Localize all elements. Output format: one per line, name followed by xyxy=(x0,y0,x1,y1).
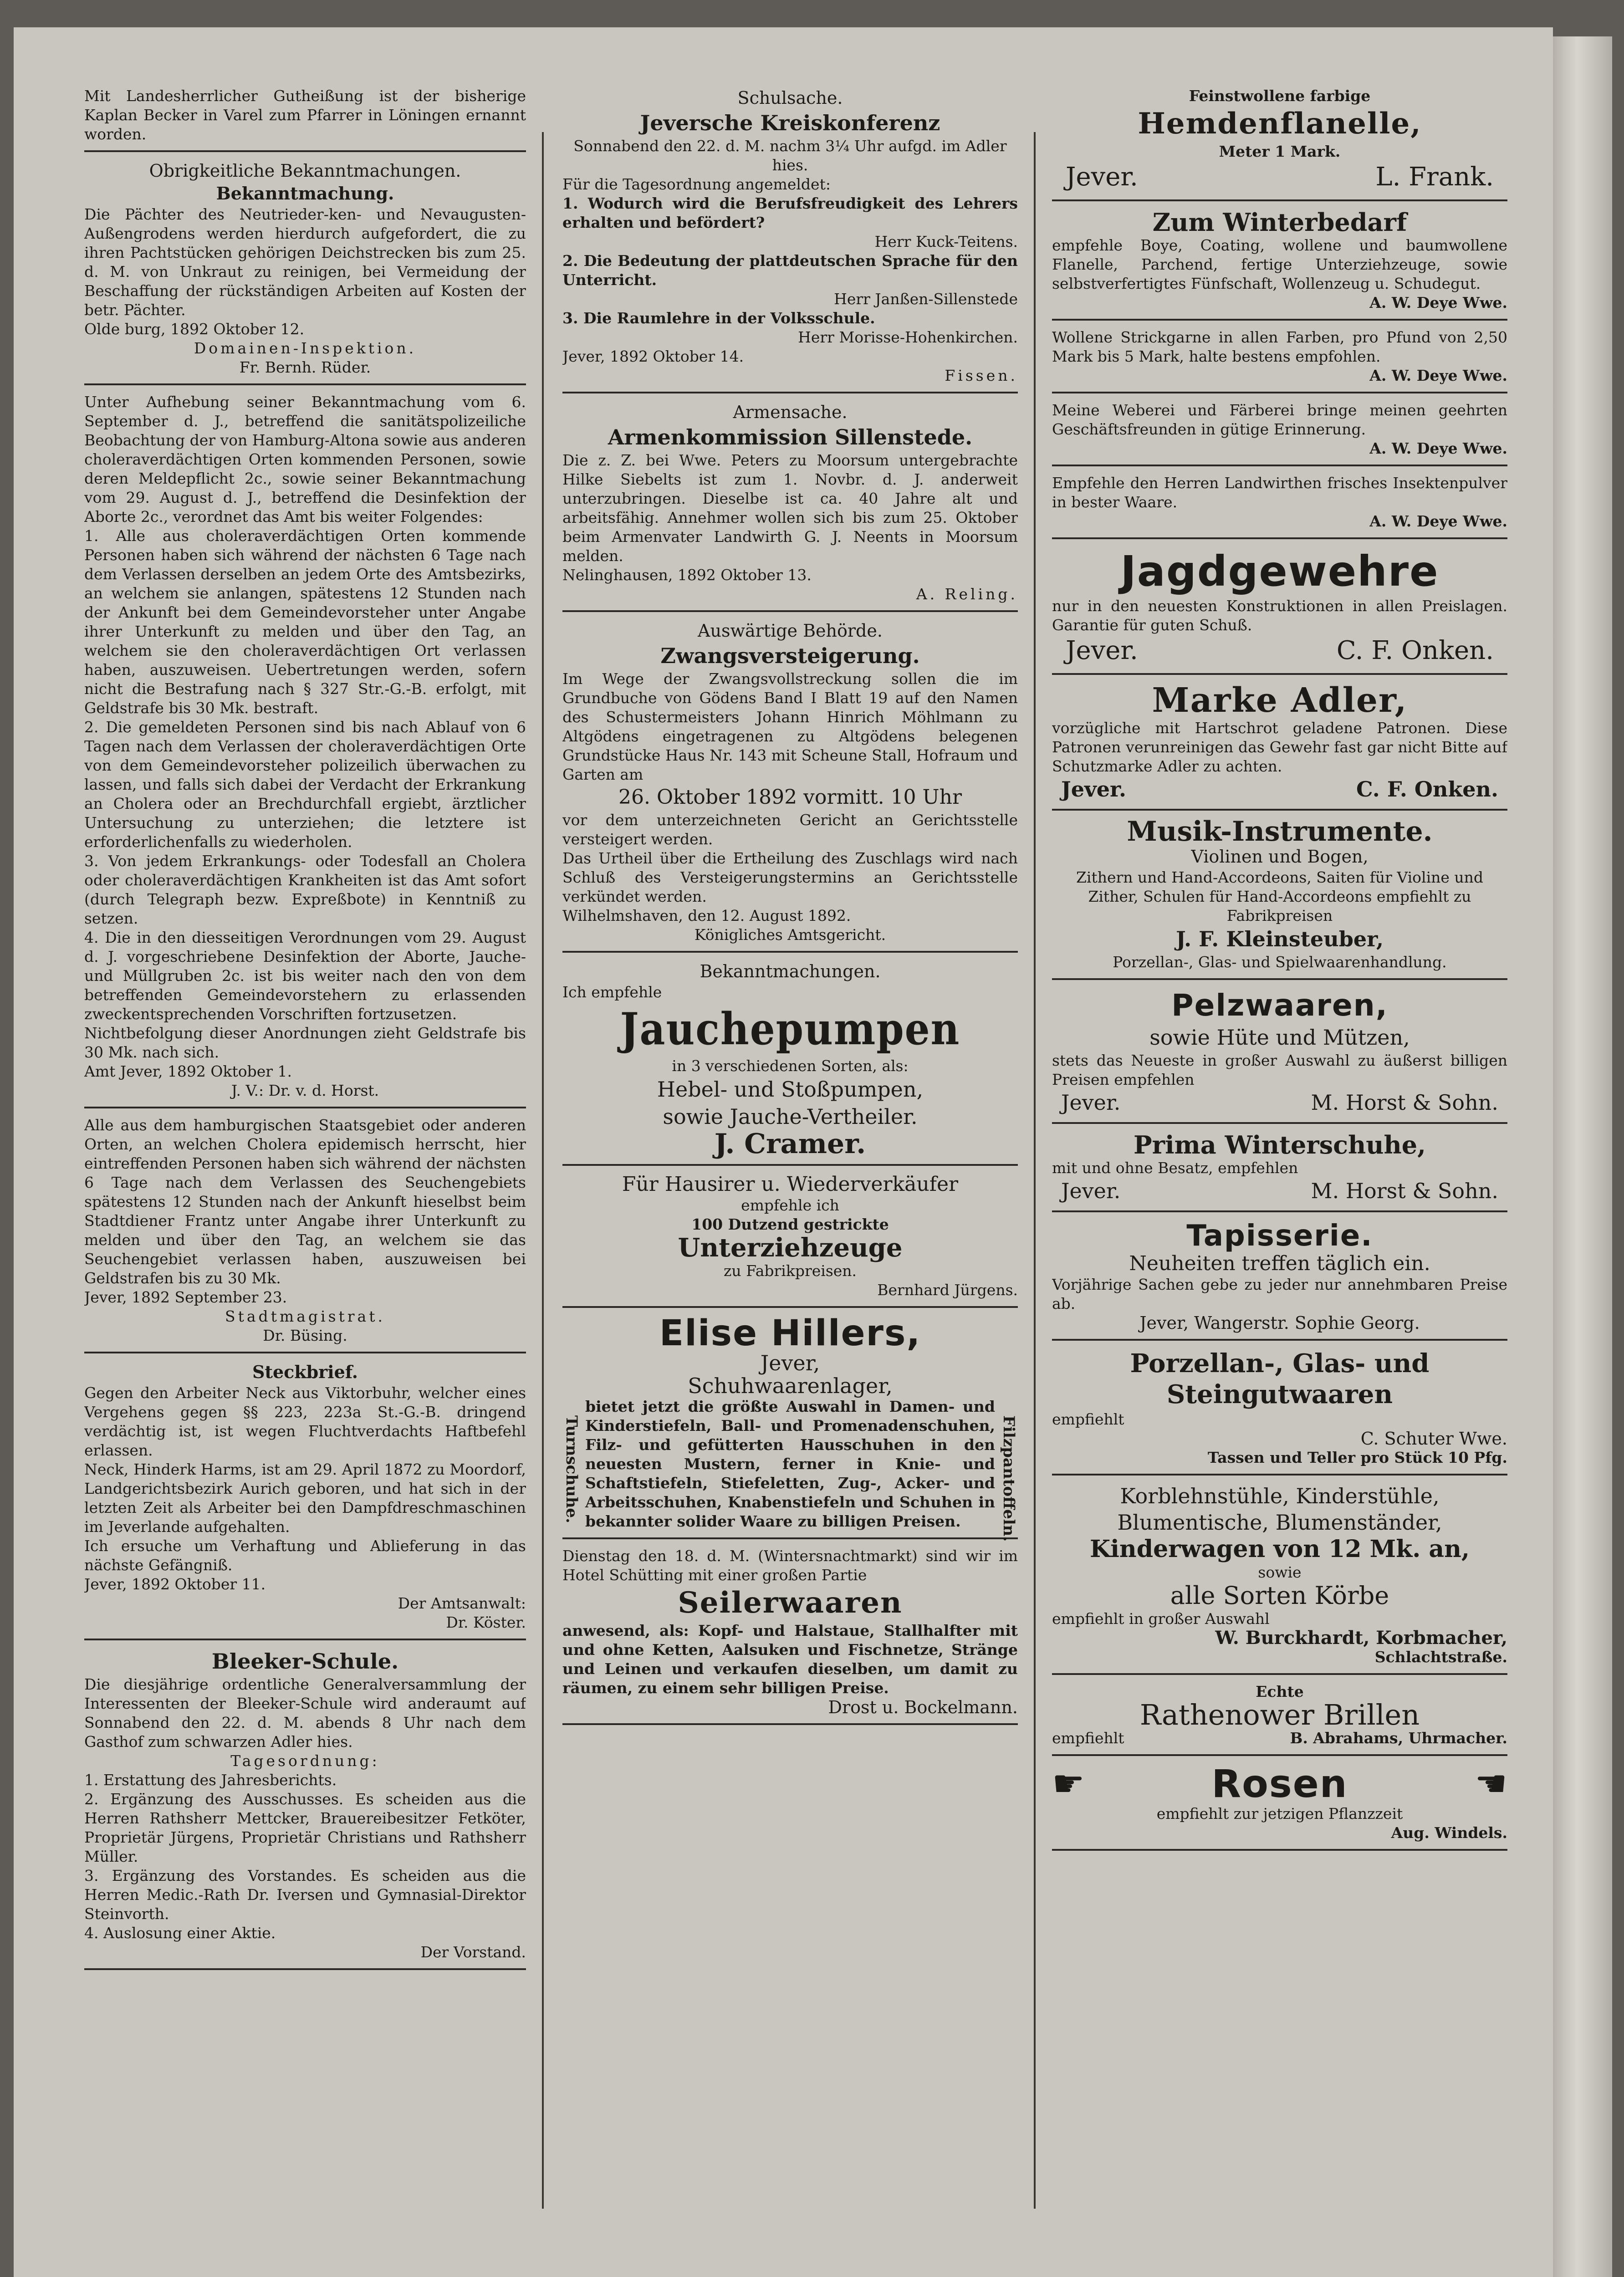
ad-title: Rathenower Brillen xyxy=(1139,1698,1420,1731)
ad-place: Jever. xyxy=(1061,1179,1121,1203)
notice-appointment xyxy=(84,87,526,152)
notice-paragraph: 3. Von jedem Erkrankungs- oder Todesfall an Cholera oder choleraverdächtigen Krankheiten ist das Amt sofort (durch Telegraph bezw. Expreßbote) in Kenntniß zu setzen. xyxy=(84,852,526,927)
notice-paragraph: Gegen den Arbeiter Neck aus Viktorbuhr, welcher eines Vergehens gegen §§ 223, 223a St.-G.-B. dringend verdächtig ist, ist wegen Fluchtverdachts Haftbefehl erlassen. xyxy=(84,1384,526,1459)
notice-dike xyxy=(84,182,526,385)
ad-text: Meine Weberei und Färberei bringe meinen geehrten Geschäftsfreunden in gütige Erinnerung. xyxy=(1052,401,1507,438)
ad-name: M. Horst & Sohn. xyxy=(1311,1090,1498,1115)
ad-price: Meter 1 Mark. xyxy=(1219,143,1341,160)
ad-intro: empfiehlt xyxy=(1052,1410,1124,1428)
agenda-speaker: Herr Morisse-Hohenkirchen. xyxy=(798,328,1018,346)
ad-jauchepumpen xyxy=(562,983,1018,1166)
ad-text: Porzellan-, Glas- und Spielwaarenhandlung. xyxy=(1113,953,1447,971)
ad-intro: empfiehlt xyxy=(1052,1729,1124,1747)
ad-rosen xyxy=(1052,1763,1507,1851)
section-heading-official: Obrigkeitliche Bekanntmachungen. xyxy=(149,161,461,181)
column-right xyxy=(1052,87,1507,2218)
notice-title: Steckbrief. xyxy=(252,1362,358,1382)
ad-musik-instrumente xyxy=(1052,818,1507,980)
notice-bleeker-school xyxy=(84,1648,526,1970)
agenda-item: 1. Wodurch wird die Berufsfreudigkeit des Lehrers erhalten und befördert? xyxy=(562,194,1018,231)
ad-place: Jever. xyxy=(1061,777,1127,802)
notice-office: Der Amtsanwalt: xyxy=(398,1594,526,1612)
ad-name: A. W. Deye Wwe. xyxy=(1369,512,1507,530)
notice-date: Jever, 1892 Oktober 11. xyxy=(84,1575,266,1593)
ad-intro: Echte xyxy=(1256,1683,1304,1700)
ad-brillen xyxy=(1052,1682,1507,1756)
ad-text: Wollene Strickgarne in allen Farben, pro Pfund von 2,50 Mark bis 5 Mark, halte bestens empfohlen. xyxy=(1052,328,1507,365)
notice-signature: Dr. Köster. xyxy=(446,1613,526,1631)
notice-title: Bleeker-Schule. xyxy=(211,1649,399,1674)
notice-title: Armenkommission Sillenstede. xyxy=(608,425,973,449)
column-middle xyxy=(562,87,1018,2218)
notice-date: Olde burg, 1892 Oktober 12. xyxy=(84,320,305,338)
notice-paragraph: 1. Alle aus choleraverdächtigen Orten kommende Personen haben sich während der nächsten 6 Tage nach dem Verlassen derselben an jedem Orte des Amtsbezirks, an welchem sie anlangen, spätestens 12 Stunden nach der Ankunft bei dem Gemeindevorsteher unter Angabe ihrer Unterkunft zu melden und über den Tag, an welchem sie den choleraverdächtigen Ort verlassen haben, auszuweisen. Uebertretungen werden, sofern nicht die Bestrafung nach § 327 Str.-G.-B. erfolgt, mit Geldstrafe bis 30 Mk. bestraft. xyxy=(84,527,526,717)
ad-name: A. W. Deye Wwe. xyxy=(1369,367,1507,384)
ad-text: stets das Neueste in großer Auswahl zu äußerst billigen Preisen empfehlen xyxy=(1052,1052,1507,1088)
agenda-item: 4. Auslosung einer Aktie. xyxy=(84,1924,276,1942)
notice-text: Unter Aufhebung seiner Bekanntmachung vom 6. September d. J., betreffend die sanitätspolizeiliche Beobachtung der von Hamburg-Altona sowie aus anderen choleraverdächtigen Orten kommenden Personen, sowie deren Meldepflicht 2c., sowie seiner Bekanntmachung vom 29. August d. J., betreffend die Desinfektion der Aborte 2c., verordnet das Amt bis weiter Folgendes: xyxy=(84,393,526,526)
ad-korbwaaren xyxy=(1052,1483,1507,1675)
notice-signature: A. Reling. xyxy=(916,585,1018,603)
ad-name: A. W. Deye Wwe. xyxy=(1369,439,1507,457)
ad-title: Für Hausirer u. Wiederverkäufer xyxy=(622,1173,959,1196)
notice-date: Nelinghausen, 1892 Oktober 13. xyxy=(562,566,812,584)
ad-line: 100 Dutzend gestrickte xyxy=(691,1215,889,1233)
ad-name: C. F. Onken. xyxy=(1336,636,1494,665)
ad-title: Marke Adler, xyxy=(1152,681,1408,720)
ad-line: empfehle ich xyxy=(741,1196,839,1214)
section-heading: Auswärtige Behörde. xyxy=(698,621,883,641)
ad-name: C. Schuter Wwe. xyxy=(1360,1429,1507,1449)
ad-text: empfehle Boye, Coating, wollene und baumwollene Flanelle, Parchend, fertige Unterziehzeuge, sowie selbstverfertigtes Fünfschaft, Wollenzeug u. Schudegut. xyxy=(1052,236,1507,292)
ad-title: Jagdgewehre xyxy=(1120,547,1439,596)
notice-signature: Fr. Bernh. Rüder. xyxy=(239,358,371,376)
ad-text: empfiehlt zur jetzigen Pflanzzeit xyxy=(1156,1805,1403,1823)
section-heading: Armensache. xyxy=(733,402,848,422)
ad-text: empfiehlt in großer Auswahl xyxy=(1052,1610,1270,1628)
ad-text: vorzügliche mit Hartschrot geladene Patronen. Diese Patronen verunreinigen das Gewehr fast gar nicht Bitte auf Schutzmarke Adler zu achten. xyxy=(1052,719,1507,775)
side-label-right: Filzpantoffeln. xyxy=(1000,1415,1018,1542)
agenda-heading: Für die Tagesordnung angemeldet: xyxy=(562,175,831,193)
ad-subtitle: sowie Hüte und Mützen, xyxy=(1149,1025,1410,1050)
ad-elise-hillers xyxy=(562,1313,1018,1542)
appointment-text: Mit Landesherrlicher Gutheißung ist der bisherige Kaplan Becker in Varel zum Pfarrer in Löningen ernannt worden. xyxy=(84,87,526,143)
notice-text: vor dem unterzeichneten Gericht an Gerichtsstelle versteigert werden. xyxy=(562,811,1018,848)
agenda-item: 2. Ergänzung des Ausschusses. Es scheiden aus die Herren Rathsherr Mettcker, Brauereibesitzer Fetköter, Proprietär Jürgens, Proprietär Christians und Rathsherr Müller. xyxy=(84,1790,526,1865)
pointing-hand-left-icon: ☚ xyxy=(1475,1762,1507,1805)
ad-highlight: Kinderwagen von 12 Mk. an, xyxy=(1089,1535,1470,1563)
agenda-heading: Tagesordnung: xyxy=(230,1752,380,1770)
ad-title: Elise Hillers, xyxy=(659,1313,921,1354)
notice-paragraph: 4. Die in den diesseitigen Verordnungen vom 29. August d. J. vorgeschriebene Desinfektion der Aborte, Jauche- und Müllgruben 2c. ist bis weiter nach den von dem betreffenden Gemeindevorstehern zu erlassenden zweckentsprechenden Vorschriften fortzusetzen. xyxy=(84,929,526,1023)
ad-text: anwesend, als: Kopf- und Halstaue, Stallhalfter mit und ohne Ketten, Aalsuken und Fischnetze, Stränge und Leinen und verkaufen dieselben, um damit zu räumen, zu einem sehr billigen Preise. xyxy=(562,1622,1018,1697)
ad-title: Seilerwaaren xyxy=(678,1586,903,1620)
ad-weberei xyxy=(1052,401,1507,466)
ad-title: Korblehnstühle, Kinderstühle, Blumentische, Blumenständer, xyxy=(1117,1484,1442,1535)
ad-title: Prima Winterschuhe, xyxy=(1134,1130,1426,1159)
ad-name: B. Abrahams, Uhrmacher. xyxy=(1290,1729,1507,1747)
newspaper-page xyxy=(14,27,1553,2277)
ad-name: M. Horst & Sohn. xyxy=(1311,1179,1498,1203)
ad-text: Zithern und Hand-Accordeons, Saiten für Violine und Zither, Schulen für Hand-Accordeons empfiehlt zu Fabrikpreisen xyxy=(1076,868,1484,924)
ad-place: Jever. xyxy=(1066,162,1138,192)
ad-porzellan xyxy=(1052,1348,1507,1475)
ad-name: L. Frank. xyxy=(1375,162,1494,192)
ad-line: sowie xyxy=(1258,1563,1302,1581)
ad-text: Dienstag den 18. d. M. (Wintersnachtmarkt) sind wir im Hotel Schütting mit einer großen Partie xyxy=(562,1547,1018,1584)
ad-name: Aug. Windels. xyxy=(1391,1824,1507,1842)
ad-text: mit und ohne Besatz, empfehlen xyxy=(1052,1159,1298,1177)
notice-text: Im Wege der Zwangsvollstreckung sollen die im Grundbuche von Gödens Band I Blatt 19 auf den Namen des Schustermeisters Johann Hinrich Möhlmann zu Altgödens eingetragenen zu Altgödens belegenen Grundstücke Haus Nr. 143 mit Scheune Stall, Hofraum und Garten am xyxy=(562,670,1018,783)
ad-name: A. W. Deye Wwe. xyxy=(1369,294,1507,311)
ad-title: Porzellan-, Glas- und Steingutwaaren xyxy=(1130,1348,1430,1409)
notice-paragraph: Neck, Hinderk Harms, ist am 29. April 1872 zu Moordorf, Landgerichtsbezirk Aurich geboren, und hat sich in der letzten Zeit als Arbeiter bei den Dampfdreschmaschinen im Jeverlande aufgehalten. xyxy=(84,1460,526,1536)
ad-text: bietet jetzt die größte Auswahl in Damen- und Kinderstiefeln, Ball- und Promenadenschuhen, Filz- und gefütterten Hausschuhen in den neuesten Mustern, ferner in Knie- und Schaftstiefeln, Stiefeletten, Zug-, Acker- und Arbeitsschuhen, Knabenstiefeln und Schuhen in bekannter solider Waare zu billigen Preisen. xyxy=(585,1398,995,1530)
notice-signature: Fissen. xyxy=(945,367,1018,384)
ad-name: C. F. Onken. xyxy=(1356,777,1498,802)
ad-title: Pelzwaaren, xyxy=(1171,988,1388,1023)
notice-text: Die z. Z. bei Wwe. Peters zu Moorsum untergebrachte Hilke Siebelts ist zum 1. Novbr. d. J. anderweit unterzubringen. Dieselbe ist ca. 40 Jahre alt und arbeitsfähig. Annehmer wollen sich bis zum 25. Oktober beim Armenvater Landwirth G. J. Neents in Moorsum melden. xyxy=(562,451,1018,565)
notice-school-conference xyxy=(562,87,1018,393)
ad-intro: Ich empfehle xyxy=(562,983,662,1001)
ad-subtitle: in 3 verschiedenen Sorten, als: xyxy=(672,1057,909,1075)
ad-title: Tapisserie. xyxy=(1186,1219,1373,1253)
notice-text: Die Pächter des Neutrieder-ken- und Nevaugusten-Außengrodens werden hierdurch aufgefordert, die zu ihren Pachtstücken gehörigen Deichstrecken bis zum 25. d. M. von Unkraut zu reinigen, bei Vermeidung der Beschaffung der rückständigen Arbeiten auf Kosten der betr. Pächter. xyxy=(84,205,526,319)
column-divider xyxy=(542,132,544,2209)
ad-text: nur in den neuesten Konstruktionen in allen Preislagen. Garantie für guten Schuß. xyxy=(1052,597,1507,634)
notice-signature: J. V.: Dr. v. d. Horst. xyxy=(231,1082,379,1099)
ad-text: Empfehle den Herren Landwirthen frisches Insektenpulver in bester Waare. xyxy=(1052,474,1507,511)
ad-name: Bernhard Jürgens. xyxy=(877,1281,1018,1299)
ad-insektenpulver xyxy=(1052,474,1507,539)
notice-date: Wilhelmshaven, den 12. August 1892. xyxy=(562,907,851,924)
notice-signature: Dr. Büsing. xyxy=(263,1327,347,1344)
ad-text: Tassen und Teller pro Stück 10 Pfg. xyxy=(1207,1449,1507,1466)
notice-paragraph: Nichtbefolgung dieser Anordnungen zieht Geldstrafe bis 30 Mk. nach sich. xyxy=(84,1024,526,1061)
column-divider xyxy=(1034,132,1036,2209)
page-edge xyxy=(1553,36,1612,2277)
ad-subtitle: Neuheiten treffen täglich ein. xyxy=(1129,1252,1430,1275)
notice-office: Domainen-Inspektion. xyxy=(194,339,417,357)
notice-signature: Königliches Amtsgericht. xyxy=(694,926,886,944)
ad-jagdgewehre xyxy=(1052,546,1507,675)
notice-signature: Der Vorstand. xyxy=(420,1943,526,1961)
ad-line: zu Fabrikpreisen. xyxy=(723,1262,857,1280)
notice-text: Das Urtheil über die Ertheilung des Zuschlags wird nach Schluß des Versteigerungstermins an Gerichtsstelle verkündet werden. xyxy=(562,849,1018,905)
notice-date: Jever, 1892 Oktober 14. xyxy=(562,347,744,365)
ad-marke-adler xyxy=(1052,682,1507,811)
ad-seilerwaaren xyxy=(562,1547,1018,1725)
notice-title: Jeversche Kreiskonferenz xyxy=(640,111,940,135)
ad-line: Hebel- und Stoßpumpen, xyxy=(657,1077,924,1102)
notice-office: Stadtmagistrat. xyxy=(225,1307,385,1325)
ad-place: Jever, xyxy=(760,1351,820,1375)
side-label-left: Turnschuhe. xyxy=(562,1415,581,1524)
notice-paragraph: 2. Die gemeldeten Personen sind bis nach Ablauf von 6 Tagen nach dem Verlassen der choleraverdächtigen Orte von dem Gemeindevorsteher polizeilich überwachen zu lassen, und falls sich dabei der Verdacht der Erkrankung an Cholera oder an Brechdurchfall ergiebt, ärztlicher Untersuchung zu unterziehen; die letztere ist erforderlichenfalls zu wiederholen. xyxy=(84,718,526,851)
ad-name: Jever, Wangerstr. Sophie Georg. xyxy=(1139,1313,1420,1333)
ad-title: Musik-Instrumente. xyxy=(1127,816,1433,847)
notice-auction xyxy=(562,619,1018,953)
ad-title: Rosen xyxy=(1211,1761,1348,1806)
ad-title-big: Unterziehzeuge xyxy=(678,1233,903,1263)
ad-title: Hemdenflanelle, xyxy=(1138,107,1422,141)
ad-place: Jever. xyxy=(1066,636,1138,665)
notice-title: Zwangsversteigerung. xyxy=(660,643,920,668)
ad-intro: Feinstwollene farbige xyxy=(1189,87,1371,105)
ad-winterbedarf xyxy=(1052,209,1507,321)
ad-pelzwaaren xyxy=(1052,987,1507,1124)
notice-cholera-amt xyxy=(84,393,526,1108)
ad-winterschuhe xyxy=(1052,1131,1507,1212)
ad-tapisserie xyxy=(1052,1220,1507,1341)
ad-name: Drost u. Bockelmann. xyxy=(828,1697,1018,1717)
notice-title: Bekanntmachung. xyxy=(216,183,394,204)
notice-text: Alle aus dem hamburgischen Staatsgebiet oder anderen Orten, an welchen Cholera epidemisch herrscht, hier eintreffenden Personen haben sich während der nächsten 6 Tage nach dem Verlassen des Seuchengebiets spätestens 12 Stunden nach der Ankunft hieselbst beim Stadtdiener Frantz unter Angabe ihrer Unterkunft zu melden und über den Tag, an welchem sie das Seuchengebiet verlassen haben, auszuweisen bei Geldstrafen bis zu 30 Mk. xyxy=(84,1116,526,1287)
ad-subtitle: Schuhwaarenlager, xyxy=(688,1373,893,1398)
ad-address: Schlachtstraße. xyxy=(1374,1648,1507,1666)
ad-subtitle: alle Sorten Körbe xyxy=(1170,1581,1389,1610)
auction-date: 26. Oktober 1892 vormitt. 10 Uhr xyxy=(618,786,962,809)
agenda-item: 2. Die Bedeutung der plattdeutschen Sprache für den Unterricht. xyxy=(562,252,1018,289)
ad-unterziehzeuge xyxy=(562,1173,1018,1308)
notice-date: Amt Jever, 1892 Oktober 1. xyxy=(84,1062,292,1080)
ad-name: J. F. Kleinsteuber, xyxy=(1175,927,1384,951)
agenda-item: 3. Die Raumlehre in der Volksschule. xyxy=(562,309,875,327)
ad-name: J. Cramer. xyxy=(714,1128,866,1160)
notice-cholera-stadt xyxy=(84,1116,526,1353)
notice-poor-commission xyxy=(562,401,1018,612)
ad-hemdenflanelle xyxy=(1052,87,1507,201)
section-heading: Schulsache. xyxy=(737,88,843,108)
notice-warrant xyxy=(84,1361,526,1640)
ad-strickgarne xyxy=(1052,328,1507,393)
ad-text: Vorjährige Sachen gebe zu jeder nur annehmbaren Preise ab. xyxy=(1052,1276,1507,1312)
pointing-hand-right-icon: ☛ xyxy=(1052,1762,1085,1805)
section-heading-ads: Bekanntmachungen. xyxy=(700,961,881,981)
ad-line: sowie Jauche-Vertheiler. xyxy=(663,1104,918,1129)
ad-name: W. Burckhardt, Korbmacher, xyxy=(1215,1627,1507,1649)
ad-title: Zum Winterbedarf xyxy=(1152,208,1407,237)
ad-subtitle: Violinen und Bogen, xyxy=(1191,847,1369,867)
notice-text: Die diesjährige ordentliche Generalversammlung der Interessenten der Bleeker-Schule wird anderaumt auf Sonnabend den 22. d. M. abends 8 Uhr nach dem Gasthof zum schwarzen Adler hies. xyxy=(84,1675,526,1751)
ad-title: Jauchepumpen xyxy=(620,1003,960,1055)
agenda-item: 3. Ergänzung des Vorstandes. Es scheiden aus die Herren Medic.-Rath Dr. Iversen und Gymnasial-Direktor Steinvorth. xyxy=(84,1867,526,1923)
agenda-speaker: Herr Janßen-Sillenstede xyxy=(834,290,1018,308)
notice-date: Jever, 1892 September 23. xyxy=(84,1288,287,1306)
notice-text: Sonnabend den 22. d. M. nachm 3¼ Uhr aufgd. im Adler hies. xyxy=(573,137,1007,174)
ad-place: Jever. xyxy=(1061,1090,1121,1115)
notice-paragraph: Ich ersuche um Verhaftung und Ablieferung in das nächste Gefängniß. xyxy=(84,1537,526,1574)
column-left xyxy=(84,87,526,2218)
agenda-speaker: Herr Kuck-Teitens. xyxy=(874,233,1018,250)
agenda-item: 1. Erstattung des Jahresberichts. xyxy=(84,1771,337,1789)
